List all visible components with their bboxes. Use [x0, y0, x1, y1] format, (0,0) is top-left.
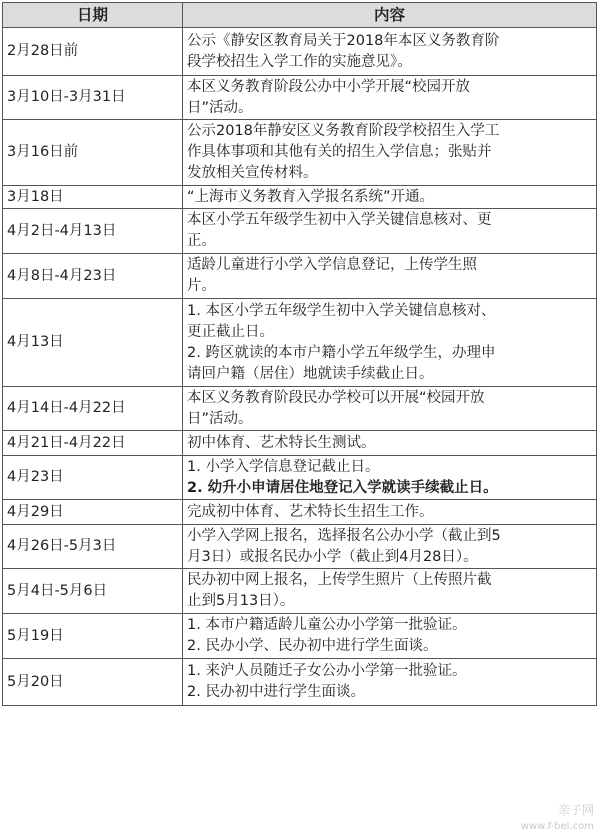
table-row	[3, 659, 597, 706]
watermark-logo	[476, 802, 594, 832]
date-cell: 5月19日	[3, 614, 183, 659]
date-cell: 4月23日	[3, 456, 183, 500]
table-row	[3, 76, 597, 120]
content-line: 初中体育、艺术特长生测试。	[187, 434, 376, 451]
content-line: 1. 本区小学五年级学生初中入学关键信息核对、	[187, 302, 496, 319]
table-row	[3, 186, 597, 209]
header-date: 日期	[3, 3, 183, 28]
content-line: 片。	[187, 278, 216, 294]
schedule-body	[3, 28, 597, 706]
table-row	[3, 387, 597, 431]
content-cell	[183, 569, 597, 614]
table-row	[3, 254, 597, 299]
date-cell: 2月28日前	[3, 28, 183, 76]
date-cell: 4月14日-4月22日	[3, 387, 183, 431]
header-row	[3, 3, 597, 28]
content-line: 更正截止日。	[187, 323, 274, 340]
content-line: 请回户籍（居住）地就读手续截止日。	[187, 365, 434, 382]
content-cell	[183, 614, 597, 659]
table-row	[3, 525, 597, 569]
content-line: 止到5月13日）。	[187, 593, 295, 609]
content-cell	[183, 120, 597, 186]
content-line: 1. 来沪人员随迁子女公办小学第一批验证。	[187, 663, 467, 679]
table-row	[3, 456, 597, 500]
content-cell	[183, 456, 597, 500]
content-cell	[183, 186, 597, 209]
content-line: 本区义务教育阶段民办学校可以开展“校园开放	[187, 389, 485, 406]
date-cell: 3月18日	[3, 186, 183, 209]
date-cell: 4月8日-4月23日	[3, 254, 183, 299]
content-line: 日”活动。	[187, 410, 253, 427]
content-line: 发放相关宣传材料。	[187, 165, 318, 181]
content-line: 公示《静安区教育局关于2018年本区义务教育阶	[187, 32, 500, 49]
content-cell	[183, 500, 597, 525]
content-line: 本区义务教育阶段公办中小学开展“校园开放	[187, 78, 471, 95]
watermark-url: www.f-bel.com	[520, 821, 594, 832]
watermark-title: 亲子网	[557, 803, 594, 817]
content-line: 月3日）或报名民办小学（截止到4月28日）。	[187, 548, 478, 565]
content-cell	[183, 387, 597, 431]
content-line: 2. 跨区就读的本市户籍小学五年级学生，办理申	[187, 344, 496, 361]
date-cell: 4月26日-5月3日	[3, 525, 183, 569]
content-cell	[183, 659, 597, 706]
content-line: “上海市义务教育入学报名系统”开通。	[187, 188, 435, 205]
date-cell: 4月29日	[3, 500, 183, 525]
content-cell	[183, 299, 597, 387]
date-cell: 5月4日-5月6日	[3, 569, 183, 614]
content-cell	[183, 209, 597, 254]
date-cell: 3月10日-3月31日	[3, 76, 183, 120]
header-content: 内容	[183, 3, 597, 28]
content-cell	[183, 254, 597, 299]
content-line: 民办初中网上报名，上传学生照片（上传照片截	[187, 572, 492, 588]
table-row	[3, 614, 597, 659]
table-row	[3, 120, 597, 186]
content-line: 2. 民办小学、民办初中进行学生面谈。	[187, 638, 438, 654]
content-line: 公示2018年静安区义务教育阶段学校招生入学工	[187, 123, 500, 139]
content-line: 作具体事项和其他有关的招生入学信息；张贴并	[187, 144, 492, 160]
content-line: 适龄儿童进行小学入学信息登记，上传学生照	[187, 257, 477, 273]
date-cell: 4月21日-4月22日	[3, 431, 183, 456]
content-cell	[183, 525, 597, 569]
date-cell: 3月16日前	[3, 120, 183, 186]
table-row	[3, 431, 597, 456]
table-row	[3, 500, 597, 525]
content-line: 1. 本市户籍适龄儿童公办小学第一批验证。	[187, 617, 467, 633]
content-cell	[183, 431, 597, 456]
table-row	[3, 299, 597, 387]
table-row	[3, 28, 597, 76]
content-cell	[183, 76, 597, 120]
content-line: 日”活动。	[187, 99, 253, 116]
date-cell: 4月13日	[3, 299, 183, 387]
date-cell: 4月2日-4月13日	[3, 209, 183, 254]
content-cell	[183, 28, 597, 76]
content-line: 2. 幼升小申请居住地登记入学就读手续截止日。	[187, 479, 498, 496]
content-line: 2. 民办初中进行学生面谈。	[187, 684, 365, 700]
content-line: 段学校招生入学工作的实施意见》。	[187, 53, 412, 70]
content-line: 正。	[187, 233, 216, 249]
content-line: 完成初中体育、艺术特长生招生工作。	[187, 503, 434, 520]
schedule-table	[2, 2, 597, 706]
content-line: 1. 小学入学信息登记截止日。	[187, 458, 380, 475]
content-line: 本区小学五年级学生初中入学关键信息核对、更	[187, 212, 492, 228]
date-cell: 5月20日	[3, 659, 183, 706]
content-line: 小学入学网上报名，选择报名公办小学（截止到5	[187, 527, 501, 544]
table-row	[3, 209, 597, 254]
table-row	[3, 569, 597, 614]
